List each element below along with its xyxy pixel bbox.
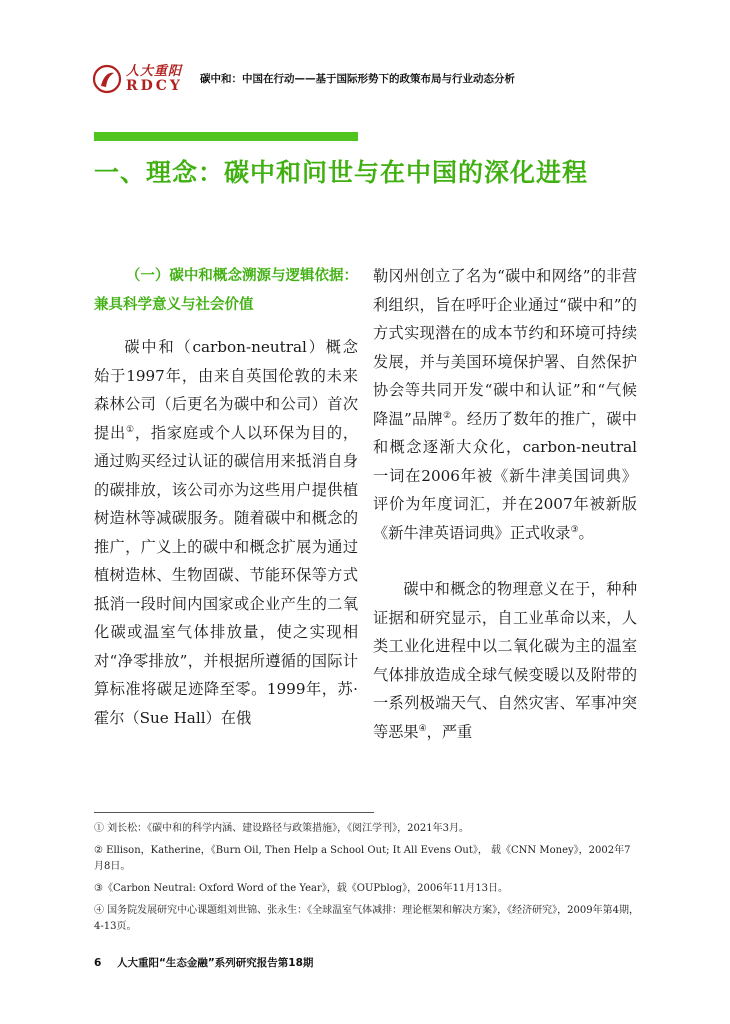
rdcy-emblem-icon xyxy=(92,64,122,94)
body-column-left xyxy=(94,262,358,732)
running-header-title: 碳中和：中国在行动——基于国际形势下的政策布局与行业动态分析 xyxy=(200,73,515,85)
page-number: 6 xyxy=(94,957,102,969)
logo-chinese-text: 人大重阳 xyxy=(126,64,183,79)
footnote-item: ② Ellison，Katherine，《Burn Oil, Then Help a School Out; It All Evens Out》， 载《CNN Money》，2002年7月8日。 xyxy=(94,845,631,872)
footnote-ref-1[interactable]: ① xyxy=(126,424,135,435)
chapter-accent-bar xyxy=(94,132,358,141)
footer-text: 人大重阳“生态金融”系列研究报告第18期 xyxy=(116,957,314,969)
logo-english-text: RDCY xyxy=(126,78,183,94)
body-paragraph: 碳中和（carbon-neutral）概念始于1997年，由来自英国伦敦的未来森林公司（后更名为碳中和公司）首次提出①，指家庭或个人以环保为目的，通过购买经过认证的碳信用来抵消自身的碳排放，该公司亦为这些用户提供植树造林等减碳服务。随着碳中和概念的推广，广义上的碳中和概念扩展为通过植树造林、生物固碳、节能环保等方式抵消一段时间内国家或企业产生的二氧化碳或温室气体排放量，使之实现相对“净零排放”，并根据所遵循的国际计算标准将碳足迹降至零。1999年，苏·霍尔（Sue Hall）在俄 xyxy=(94,338,359,727)
footnotes xyxy=(94,821,640,941)
body-paragraph: 勒冈州创立了名为“碳中和网络”的非营利组织，旨在呼吁企业通过“碳中和”的方式实现潜在的成本节约和环境可持续发展，并与美国环境保护署、自然保护协会等共同开发“碳中和认证”和“气候降温”品牌②。经历了数年的推广，碳中和概念逐渐大众化，carbon-neutral一词在2006年被《新牛津美国词典》评价为年度词汇，并在2007年被新版《新牛津英语词典》正式收录③。 xyxy=(373,267,637,542)
footnote-ref-2[interactable]: ② xyxy=(443,410,452,421)
body-paragraph: 碳中和概念的物理意义在于，种种证据和研究显示，自工业革命以来，人类工业化进程中以二氧化碳为主的温室气体排放造成全球气候变暖以及附带的一系列极端天气、自然灾害、军事冲突等恶果④，严重 xyxy=(373,580,637,741)
page-footer xyxy=(94,955,313,970)
rdcy-logo xyxy=(92,60,192,96)
footnote-ref-3[interactable]: ③ xyxy=(570,524,579,535)
body-column-right xyxy=(373,262,637,746)
footnote-item: ④ 国务院发展研究中心课题组刘世锦、张永生：《全球温室气体减排：理论框架和解决方案》，《经济研究》，2009年第4期，4-13页。 xyxy=(94,905,639,932)
footnote-item: ③《Carbon Neutral: Oxford Word of the Year》，载《OUPblog》，2006年11月13日。 xyxy=(94,883,509,894)
footnote-item: ① 刘长松：《碳中和的科学内涵、建设路径与政策措施》，《阅江学刊》，2021年3月。 xyxy=(94,823,469,834)
footnote-ref-4[interactable]: ④ xyxy=(418,723,427,734)
section-heading: （一）碳中和概念溯源与逻辑依据：兼具科学意义与社会价值 xyxy=(94,268,358,313)
chapter-title: 一、理念：碳中和问世与在中国的深化进程 xyxy=(94,158,589,187)
footnote-divider xyxy=(94,812,374,813)
